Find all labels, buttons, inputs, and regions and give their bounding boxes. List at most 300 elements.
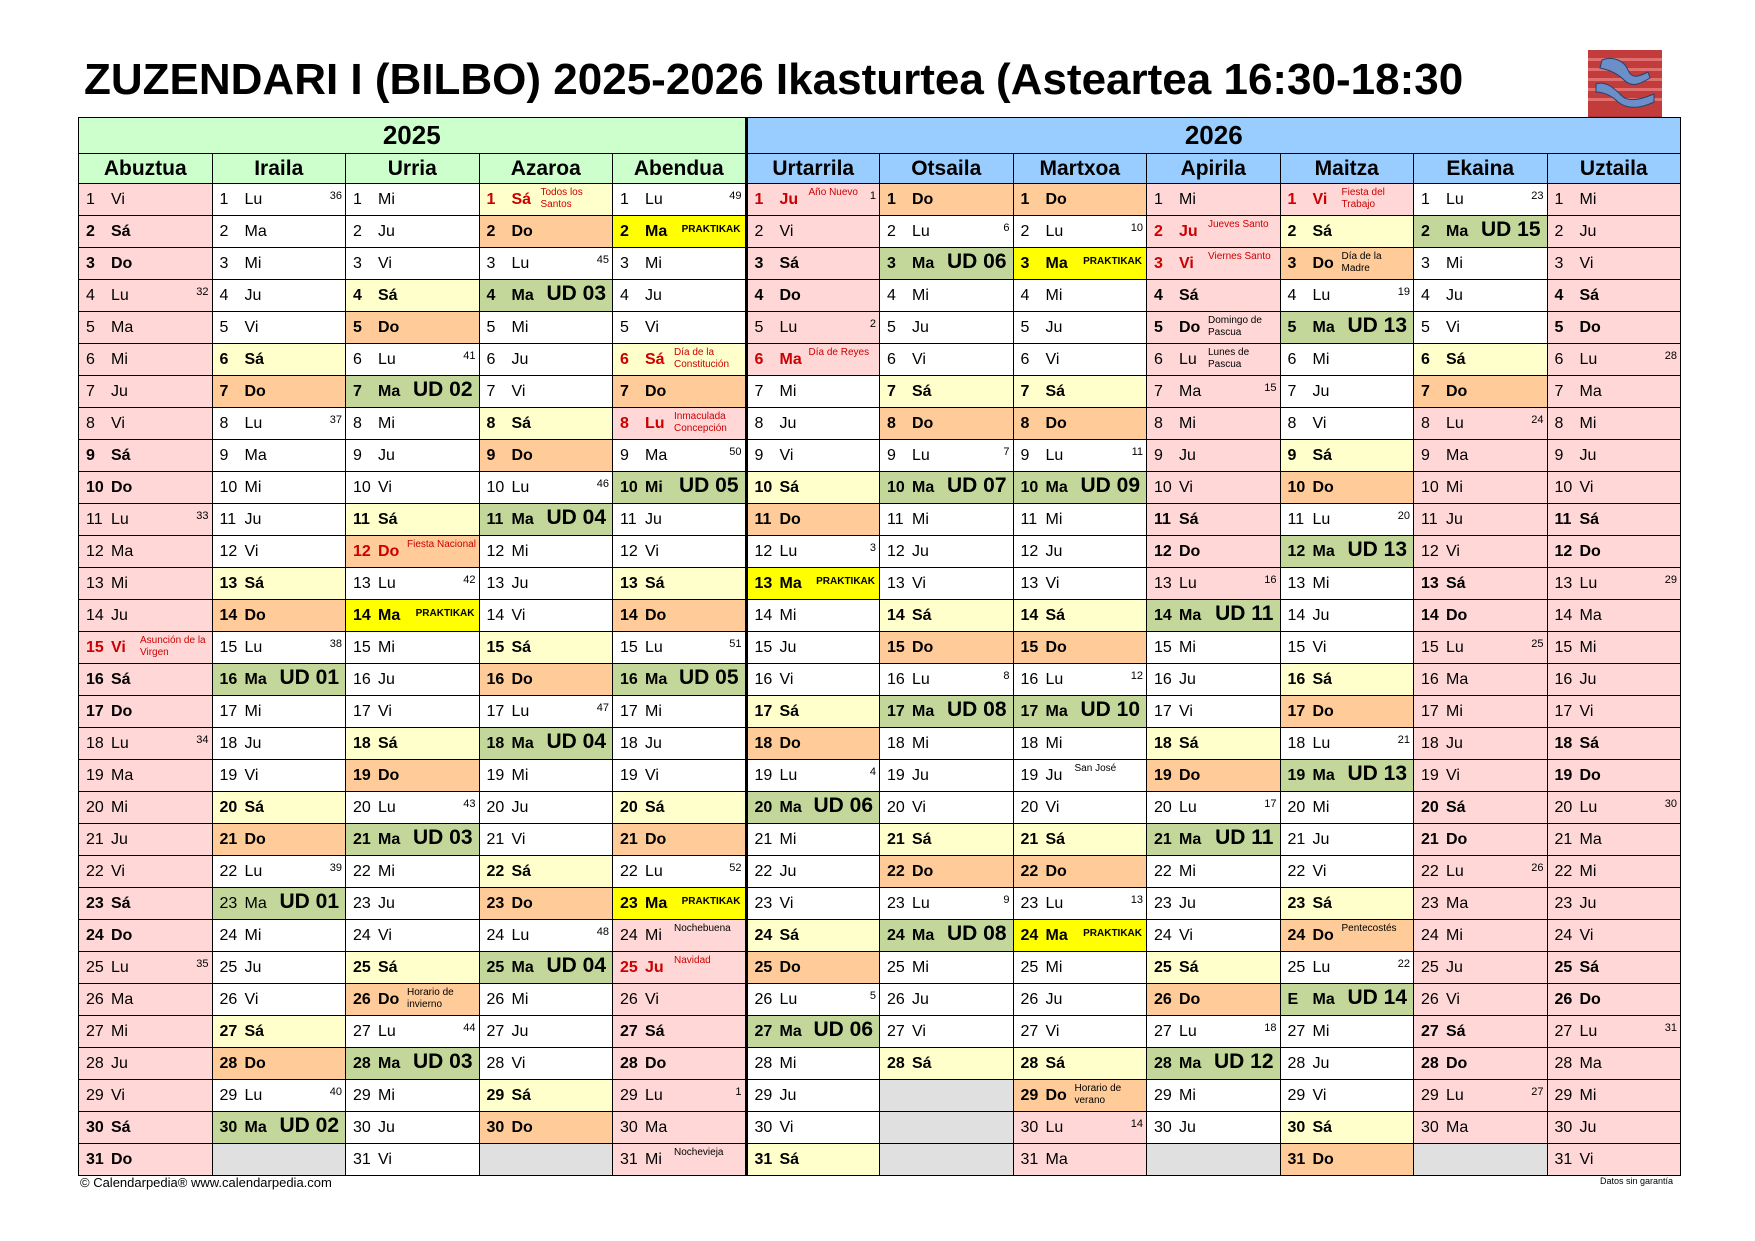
day-cell[interactable] bbox=[1414, 664, 1548, 696]
day-cell[interactable] bbox=[212, 920, 346, 952]
day-cell[interactable] bbox=[479, 1080, 613, 1112]
day-cell[interactable] bbox=[1547, 1048, 1681, 1080]
day-cell[interactable] bbox=[746, 376, 880, 408]
day-cell[interactable] bbox=[1547, 1016, 1681, 1048]
day-cell[interactable] bbox=[1147, 1112, 1281, 1144]
day-cell[interactable] bbox=[1013, 1112, 1147, 1144]
day-cell[interactable] bbox=[1013, 504, 1147, 536]
day-cell[interactable] bbox=[613, 984, 747, 1016]
day-cell[interactable] bbox=[479, 1048, 613, 1080]
day-cell[interactable] bbox=[212, 1112, 346, 1144]
day-cell[interactable] bbox=[613, 504, 747, 536]
day-cell[interactable] bbox=[880, 952, 1014, 984]
day-cell[interactable] bbox=[212, 760, 346, 792]
day-cell[interactable] bbox=[746, 184, 880, 216]
day-cell[interactable] bbox=[1147, 600, 1281, 632]
day-cell[interactable] bbox=[79, 1112, 213, 1144]
day-cell[interactable] bbox=[1013, 696, 1147, 728]
day-cell[interactable] bbox=[613, 376, 747, 408]
day-cell[interactable] bbox=[1147, 888, 1281, 920]
day-cell[interactable] bbox=[1147, 504, 1281, 536]
day-cell[interactable] bbox=[1414, 504, 1548, 536]
day-cell[interactable] bbox=[613, 184, 747, 216]
day-cell[interactable] bbox=[1147, 216, 1281, 248]
day-cell[interactable] bbox=[212, 472, 346, 504]
day-cell[interactable] bbox=[346, 664, 480, 696]
day-cell[interactable] bbox=[613, 760, 747, 792]
day-cell[interactable] bbox=[1547, 568, 1681, 600]
day-cell[interactable] bbox=[479, 568, 613, 600]
day-cell[interactable] bbox=[880, 568, 1014, 600]
day-cell[interactable] bbox=[212, 440, 346, 472]
day-cell[interactable] bbox=[346, 408, 480, 440]
day-cell[interactable] bbox=[212, 312, 346, 344]
day-cell[interactable] bbox=[79, 280, 213, 312]
day-cell[interactable] bbox=[1414, 280, 1548, 312]
day-cell[interactable] bbox=[479, 600, 613, 632]
day-cell[interactable] bbox=[79, 504, 213, 536]
day-cell[interactable] bbox=[880, 888, 1014, 920]
day-cell[interactable] bbox=[479, 408, 613, 440]
day-cell[interactable] bbox=[79, 856, 213, 888]
day-cell[interactable] bbox=[79, 408, 213, 440]
day-cell[interactable] bbox=[346, 632, 480, 664]
day-cell[interactable] bbox=[1547, 184, 1681, 216]
day-cell[interactable] bbox=[1280, 728, 1414, 760]
day-cell[interactable] bbox=[346, 568, 480, 600]
day-cell[interactable] bbox=[212, 344, 346, 376]
day-cell[interactable] bbox=[1147, 184, 1281, 216]
day-cell[interactable] bbox=[613, 568, 747, 600]
day-cell[interactable] bbox=[880, 600, 1014, 632]
day-cell[interactable] bbox=[1547, 792, 1681, 824]
day-cell[interactable] bbox=[346, 344, 480, 376]
day-cell[interactable] bbox=[1280, 344, 1414, 376]
day-cell[interactable] bbox=[346, 440, 480, 472]
day-cell[interactable] bbox=[212, 504, 346, 536]
day-cell[interactable] bbox=[212, 568, 346, 600]
day-cell[interactable] bbox=[212, 824, 346, 856]
day-cell[interactable] bbox=[346, 1112, 480, 1144]
day-cell[interactable] bbox=[79, 984, 213, 1016]
day-cell[interactable] bbox=[880, 536, 1014, 568]
day-cell[interactable] bbox=[346, 920, 480, 952]
day-cell[interactable] bbox=[1147, 1080, 1281, 1112]
day-cell[interactable] bbox=[1414, 760, 1548, 792]
day-cell[interactable] bbox=[613, 280, 747, 312]
day-cell[interactable] bbox=[746, 824, 880, 856]
day-cell[interactable] bbox=[479, 376, 613, 408]
day-cell[interactable] bbox=[746, 664, 880, 696]
day-cell[interactable] bbox=[79, 792, 213, 824]
day-cell[interactable] bbox=[1547, 376, 1681, 408]
day-cell[interactable] bbox=[1280, 1144, 1414, 1176]
day-cell[interactable] bbox=[613, 696, 747, 728]
day-cell[interactable] bbox=[346, 536, 480, 568]
day-cell[interactable] bbox=[880, 920, 1014, 952]
day-cell[interactable] bbox=[1013, 760, 1147, 792]
day-cell[interactable] bbox=[1280, 888, 1414, 920]
day-cell[interactable] bbox=[1013, 728, 1147, 760]
day-cell[interactable] bbox=[1280, 280, 1414, 312]
day-cell[interactable] bbox=[1280, 984, 1414, 1016]
day-cell[interactable] bbox=[79, 1080, 213, 1112]
day-cell[interactable] bbox=[1280, 632, 1414, 664]
day-cell[interactable] bbox=[613, 728, 747, 760]
day-cell[interactable] bbox=[880, 472, 1014, 504]
day-cell[interactable] bbox=[212, 952, 346, 984]
day-cell[interactable] bbox=[1414, 344, 1548, 376]
day-cell[interactable] bbox=[613, 1112, 747, 1144]
day-cell[interactable] bbox=[1414, 184, 1548, 216]
day-cell[interactable] bbox=[746, 440, 880, 472]
day-cell[interactable] bbox=[1147, 536, 1281, 568]
day-cell[interactable] bbox=[746, 248, 880, 280]
day-cell[interactable] bbox=[746, 1048, 880, 1080]
day-cell[interactable] bbox=[1013, 1080, 1147, 1112]
day-cell[interactable] bbox=[746, 600, 880, 632]
day-cell[interactable] bbox=[479, 920, 613, 952]
day-cell[interactable] bbox=[1147, 472, 1281, 504]
day-cell[interactable] bbox=[1414, 952, 1548, 984]
day-cell[interactable] bbox=[212, 984, 346, 1016]
day-cell[interactable] bbox=[346, 1016, 480, 1048]
day-cell[interactable] bbox=[1147, 696, 1281, 728]
day-cell[interactable] bbox=[1414, 440, 1548, 472]
day-cell[interactable] bbox=[1547, 920, 1681, 952]
day-cell[interactable] bbox=[479, 280, 613, 312]
day-cell[interactable] bbox=[346, 824, 480, 856]
day-cell[interactable] bbox=[1280, 472, 1414, 504]
day-cell[interactable] bbox=[1147, 344, 1281, 376]
day-cell[interactable] bbox=[1280, 600, 1414, 632]
day-cell[interactable] bbox=[79, 248, 213, 280]
day-cell[interactable] bbox=[746, 280, 880, 312]
day-cell[interactable] bbox=[613, 1080, 747, 1112]
day-cell[interactable] bbox=[1280, 664, 1414, 696]
day-cell[interactable] bbox=[1547, 1112, 1681, 1144]
day-cell[interactable] bbox=[346, 984, 480, 1016]
day-cell[interactable] bbox=[212, 1048, 346, 1080]
day-cell[interactable] bbox=[746, 632, 880, 664]
day-cell[interactable] bbox=[79, 344, 213, 376]
day-cell[interactable] bbox=[746, 344, 880, 376]
day-cell[interactable] bbox=[346, 280, 480, 312]
day-cell[interactable] bbox=[1414, 888, 1548, 920]
day-cell[interactable] bbox=[1547, 696, 1681, 728]
day-cell[interactable] bbox=[1013, 216, 1147, 248]
day-cell[interactable] bbox=[1013, 472, 1147, 504]
day-cell[interactable] bbox=[79, 664, 213, 696]
day-cell[interactable] bbox=[79, 1016, 213, 1048]
day-cell[interactable] bbox=[1547, 312, 1681, 344]
day-cell[interactable] bbox=[880, 792, 1014, 824]
day-cell[interactable] bbox=[613, 344, 747, 376]
day-cell[interactable] bbox=[880, 376, 1014, 408]
day-cell[interactable] bbox=[1013, 632, 1147, 664]
day-cell[interactable] bbox=[1280, 952, 1414, 984]
day-cell[interactable] bbox=[1013, 1048, 1147, 1080]
day-cell[interactable] bbox=[1013, 600, 1147, 632]
day-cell[interactable] bbox=[746, 504, 880, 536]
day-cell[interactable] bbox=[79, 760, 213, 792]
day-cell[interactable] bbox=[1013, 888, 1147, 920]
day-cell[interactable] bbox=[1147, 664, 1281, 696]
day-cell[interactable] bbox=[746, 1016, 880, 1048]
day-cell[interactable] bbox=[1147, 1016, 1281, 1048]
day-cell[interactable] bbox=[479, 952, 613, 984]
day-cell[interactable] bbox=[79, 920, 213, 952]
day-cell[interactable] bbox=[79, 600, 213, 632]
day-cell[interactable] bbox=[1547, 280, 1681, 312]
day-cell[interactable] bbox=[1547, 472, 1681, 504]
day-cell[interactable] bbox=[1547, 664, 1681, 696]
day-cell[interactable] bbox=[346, 248, 480, 280]
day-cell[interactable] bbox=[1414, 1016, 1548, 1048]
day-cell[interactable] bbox=[1414, 792, 1548, 824]
day-cell[interactable] bbox=[880, 344, 1014, 376]
day-cell[interactable] bbox=[1147, 760, 1281, 792]
day-cell[interactable] bbox=[1547, 248, 1681, 280]
day-cell[interactable] bbox=[1547, 1080, 1681, 1112]
day-cell[interactable] bbox=[1547, 632, 1681, 664]
day-cell[interactable] bbox=[1414, 728, 1548, 760]
day-cell[interactable] bbox=[479, 760, 613, 792]
day-cell[interactable] bbox=[746, 728, 880, 760]
day-cell[interactable] bbox=[1414, 568, 1548, 600]
day-cell[interactable] bbox=[1280, 920, 1414, 952]
day-cell[interactable] bbox=[1013, 792, 1147, 824]
day-cell[interactable] bbox=[1414, 824, 1548, 856]
day-cell[interactable] bbox=[79, 824, 213, 856]
day-cell[interactable] bbox=[212, 280, 346, 312]
day-cell[interactable] bbox=[346, 216, 480, 248]
day-cell[interactable] bbox=[613, 920, 747, 952]
day-cell[interactable] bbox=[1280, 696, 1414, 728]
day-cell[interactable] bbox=[479, 1112, 613, 1144]
day-cell[interactable] bbox=[79, 472, 213, 504]
day-cell[interactable] bbox=[1414, 600, 1548, 632]
day-cell[interactable] bbox=[212, 536, 346, 568]
day-cell[interactable] bbox=[1547, 728, 1681, 760]
day-cell[interactable] bbox=[613, 952, 747, 984]
day-cell[interactable] bbox=[479, 472, 613, 504]
day-cell[interactable] bbox=[613, 792, 747, 824]
day-cell[interactable] bbox=[479, 888, 613, 920]
day-cell[interactable] bbox=[880, 216, 1014, 248]
day-cell[interactable] bbox=[346, 760, 480, 792]
day-cell[interactable] bbox=[79, 952, 213, 984]
day-cell[interactable] bbox=[880, 408, 1014, 440]
day-cell[interactable] bbox=[479, 344, 613, 376]
day-cell[interactable] bbox=[346, 472, 480, 504]
day-cell[interactable] bbox=[746, 1112, 880, 1144]
day-cell[interactable] bbox=[346, 1080, 480, 1112]
day-cell[interactable] bbox=[746, 472, 880, 504]
day-cell[interactable] bbox=[613, 856, 747, 888]
day-cell[interactable] bbox=[1414, 376, 1548, 408]
day-cell[interactable] bbox=[1414, 856, 1548, 888]
day-cell[interactable] bbox=[1547, 824, 1681, 856]
day-cell[interactable] bbox=[479, 824, 613, 856]
day-cell[interactable] bbox=[1147, 856, 1281, 888]
day-cell[interactable] bbox=[613, 216, 747, 248]
day-cell[interactable] bbox=[880, 1048, 1014, 1080]
day-cell[interactable] bbox=[79, 312, 213, 344]
day-cell[interactable] bbox=[479, 504, 613, 536]
day-cell[interactable] bbox=[79, 568, 213, 600]
day-cell[interactable] bbox=[1547, 600, 1681, 632]
day-cell[interactable] bbox=[1547, 536, 1681, 568]
day-cell[interactable] bbox=[1147, 312, 1281, 344]
day-cell[interactable] bbox=[1547, 760, 1681, 792]
day-cell[interactable] bbox=[346, 792, 480, 824]
day-cell[interactable] bbox=[1547, 984, 1681, 1016]
day-cell[interactable] bbox=[1147, 728, 1281, 760]
day-cell[interactable] bbox=[746, 408, 880, 440]
day-cell[interactable] bbox=[346, 504, 480, 536]
day-cell[interactable] bbox=[880, 504, 1014, 536]
day-cell[interactable] bbox=[79, 184, 213, 216]
day-cell[interactable] bbox=[746, 536, 880, 568]
day-cell[interactable] bbox=[212, 664, 346, 696]
day-cell[interactable] bbox=[346, 1048, 480, 1080]
day-cell[interactable] bbox=[1013, 344, 1147, 376]
day-cell[interactable] bbox=[1013, 568, 1147, 600]
day-cell[interactable] bbox=[1147, 248, 1281, 280]
day-cell[interactable] bbox=[1414, 1080, 1548, 1112]
day-cell[interactable] bbox=[1013, 920, 1147, 952]
day-cell[interactable] bbox=[1280, 536, 1414, 568]
day-cell[interactable] bbox=[479, 440, 613, 472]
day-cell[interactable] bbox=[1280, 1048, 1414, 1080]
day-cell[interactable] bbox=[1013, 824, 1147, 856]
day-cell[interactable] bbox=[1547, 504, 1681, 536]
day-cell[interactable] bbox=[1280, 408, 1414, 440]
day-cell[interactable] bbox=[1013, 536, 1147, 568]
day-cell[interactable] bbox=[613, 312, 747, 344]
day-cell[interactable] bbox=[212, 856, 346, 888]
day-cell[interactable] bbox=[880, 696, 1014, 728]
day-cell[interactable] bbox=[212, 696, 346, 728]
day-cell[interactable] bbox=[880, 824, 1014, 856]
day-cell[interactable] bbox=[613, 600, 747, 632]
day-cell[interactable] bbox=[1280, 824, 1414, 856]
day-cell[interactable] bbox=[79, 1144, 213, 1176]
day-cell[interactable] bbox=[1280, 568, 1414, 600]
day-cell[interactable] bbox=[1013, 664, 1147, 696]
day-cell[interactable] bbox=[613, 472, 747, 504]
day-cell[interactable] bbox=[1414, 984, 1548, 1016]
day-cell[interactable] bbox=[479, 792, 613, 824]
day-cell[interactable] bbox=[212, 600, 346, 632]
day-cell[interactable] bbox=[1280, 792, 1414, 824]
day-cell[interactable] bbox=[880, 760, 1014, 792]
day-cell[interactable] bbox=[1147, 568, 1281, 600]
day-cell[interactable] bbox=[1147, 824, 1281, 856]
day-cell[interactable] bbox=[212, 376, 346, 408]
day-cell[interactable] bbox=[1414, 248, 1548, 280]
day-cell[interactable] bbox=[1147, 792, 1281, 824]
day-cell[interactable] bbox=[1280, 216, 1414, 248]
day-cell[interactable] bbox=[79, 696, 213, 728]
day-cell[interactable] bbox=[746, 1144, 880, 1176]
day-cell[interactable] bbox=[1547, 888, 1681, 920]
day-cell[interactable] bbox=[746, 568, 880, 600]
day-cell[interactable] bbox=[1547, 344, 1681, 376]
day-cell[interactable] bbox=[746, 952, 880, 984]
day-cell[interactable] bbox=[479, 1016, 613, 1048]
day-cell[interactable] bbox=[79, 376, 213, 408]
day-cell[interactable] bbox=[346, 728, 480, 760]
day-cell[interactable] bbox=[880, 440, 1014, 472]
day-cell[interactable] bbox=[79, 216, 213, 248]
day-cell[interactable] bbox=[1547, 952, 1681, 984]
day-cell[interactable] bbox=[1147, 440, 1281, 472]
day-cell[interactable] bbox=[479, 728, 613, 760]
day-cell[interactable] bbox=[880, 1016, 1014, 1048]
day-cell[interactable] bbox=[1414, 1048, 1548, 1080]
day-cell[interactable] bbox=[212, 1080, 346, 1112]
day-cell[interactable] bbox=[212, 728, 346, 760]
day-cell[interactable] bbox=[1147, 632, 1281, 664]
day-cell[interactable] bbox=[1280, 1112, 1414, 1144]
day-cell[interactable] bbox=[1147, 984, 1281, 1016]
day-cell[interactable] bbox=[1280, 440, 1414, 472]
day-cell[interactable] bbox=[613, 536, 747, 568]
day-cell[interactable] bbox=[613, 664, 747, 696]
day-cell[interactable] bbox=[613, 824, 747, 856]
day-cell[interactable] bbox=[613, 632, 747, 664]
day-cell[interactable] bbox=[1280, 504, 1414, 536]
day-cell[interactable] bbox=[212, 792, 346, 824]
day-cell[interactable] bbox=[79, 632, 213, 664]
day-cell[interactable] bbox=[1013, 376, 1147, 408]
day-cell[interactable] bbox=[79, 1048, 213, 1080]
day-cell[interactable] bbox=[346, 376, 480, 408]
day-cell[interactable] bbox=[1280, 184, 1414, 216]
day-cell[interactable] bbox=[1547, 440, 1681, 472]
day-cell[interactable] bbox=[746, 696, 880, 728]
day-cell[interactable] bbox=[1013, 856, 1147, 888]
day-cell[interactable] bbox=[1547, 856, 1681, 888]
day-cell[interactable] bbox=[1280, 376, 1414, 408]
day-cell[interactable] bbox=[1147, 376, 1281, 408]
day-cell[interactable] bbox=[1414, 536, 1548, 568]
day-cell[interactable] bbox=[1147, 952, 1281, 984]
day-cell[interactable] bbox=[1414, 216, 1548, 248]
day-cell[interactable] bbox=[746, 312, 880, 344]
day-cell[interactable] bbox=[346, 1144, 480, 1176]
day-cell[interactable] bbox=[1414, 1112, 1548, 1144]
day-cell[interactable] bbox=[479, 184, 613, 216]
day-cell[interactable] bbox=[1414, 408, 1548, 440]
day-cell[interactable] bbox=[1414, 632, 1548, 664]
day-cell[interactable] bbox=[1147, 920, 1281, 952]
day-cell[interactable] bbox=[346, 184, 480, 216]
day-cell[interactable] bbox=[1147, 408, 1281, 440]
day-cell[interactable] bbox=[1414, 920, 1548, 952]
day-cell[interactable] bbox=[746, 216, 880, 248]
day-cell[interactable] bbox=[1547, 1144, 1681, 1176]
day-cell[interactable] bbox=[1280, 1016, 1414, 1048]
day-cell[interactable] bbox=[613, 440, 747, 472]
day-cell[interactable] bbox=[212, 632, 346, 664]
day-cell[interactable] bbox=[346, 888, 480, 920]
day-cell[interactable] bbox=[79, 888, 213, 920]
day-cell[interactable] bbox=[346, 856, 480, 888]
day-cell[interactable] bbox=[1414, 472, 1548, 504]
